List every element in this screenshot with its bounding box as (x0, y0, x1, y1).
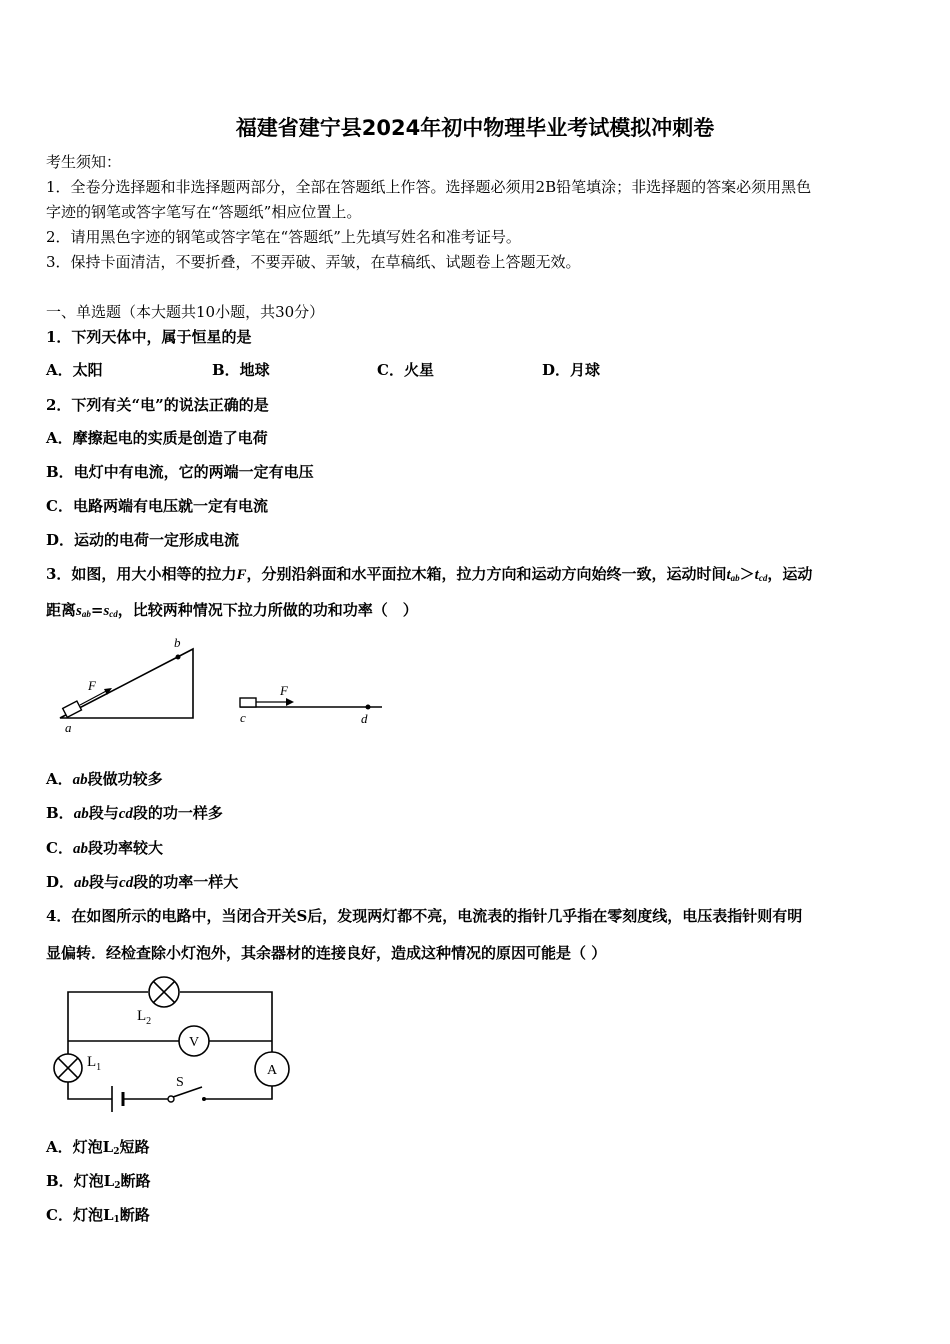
notice-item-1: 1．全卷分选择题和非选择题两部分，全部在答题纸上作答。选择题必须用2B铅笔填涂；非选择题的答案必须用黑色 (46, 178, 812, 196)
q3-option-a: A．ab段做功较多 (46, 770, 163, 788)
ammeter-label: A (266, 1063, 278, 1078)
voltmeter-label: V (188, 1035, 200, 1050)
q4-circuit-diagram (46, 974, 306, 1114)
label-S: S (176, 1075, 184, 1090)
lamp-L1-icon (54, 1054, 82, 1082)
circuit-wires (68, 992, 272, 1099)
q4-stem-line1: 4．在如图所示的电路中，当闭合开关S后，发现两灯都不亮，电流表的指针几乎指在零刻度线，电压表指针则有明 (46, 907, 803, 925)
horizontal-diagram (240, 683, 382, 726)
q2-option-c: C．电路两端有电压就一定有电流 (46, 497, 268, 515)
section-heading: 一、单选题（本大题共10小题，共30分） (46, 303, 325, 321)
q1-stem: 1．下列天体中，属于恒星的是 (46, 328, 252, 346)
lamp-L2-icon (149, 977, 179, 1007)
label-F-horizontal: F (280, 683, 288, 698)
q3-figure (50, 632, 390, 742)
label-L2: $L_2$ (137, 1008, 152, 1027)
q3-option-c: C．ab段功率较大 (46, 839, 163, 857)
label-F-incline: F (88, 678, 96, 693)
notice-item-2: 2．请用黑色字迹的钢笔或答字笔在“答题纸”上先填写姓名和准考证号。 (46, 228, 521, 246)
notice-item-1-cont: 字迹的钢笔或答字笔写在“答题纸”相应位置上。 (46, 203, 362, 221)
label-b: b (174, 635, 181, 650)
q2-stem: 2．下列有关“电”的说法正确的是 (46, 396, 269, 414)
label-a: a (65, 720, 72, 735)
exam-title: 福建省建宁县2024年初中物理毕业考试模拟冲刺卷 (235, 116, 715, 140)
point-d (366, 705, 371, 710)
q4-option-c: C．灯泡$L_1$断路 (46, 1206, 150, 1225)
battery-icon (112, 1086, 123, 1112)
incline-diagram (60, 635, 193, 735)
label-c: c (240, 710, 246, 725)
label-L1: $L_1$ (87, 1054, 102, 1073)
point-b (176, 655, 181, 660)
q1-option-c: C．火星 (377, 361, 434, 379)
q4-stem-line2: 显偏转．经检查除小灯泡外，其余器材的连接良好，造成这种情况的原因可能是（ ） (46, 944, 607, 962)
ammeter-icon (255, 1052, 289, 1086)
q2-option-d: D．运动的电荷一定形成电流 (46, 531, 240, 549)
q3-stem-line1: 3．如图，用大小相等的拉力F，分别沿斜面和水平面拉木箱，拉力方向和运动方向始终一致，运动时间$t_{ab}>t_{cd}$，运动 (46, 565, 813, 583)
voltmeter-icon (179, 1026, 209, 1056)
notice-item-3: 3．保持卡面清洁，不要折叠，不要弄破、弄皱，在草稿纸、试题卷上答题无效。 (46, 253, 581, 271)
q3-stem-line2: 距离$s_{ab}=s_{cd}$，比较两种情况下拉力所做的功和功率（ ） (46, 601, 418, 619)
force-arrowhead-horizontal (286, 698, 294, 706)
q4-option-b: B．灯泡$L_2$断路 (46, 1172, 151, 1191)
wooden-box-horizontal (240, 698, 256, 707)
notice-heading: 考生须知： (46, 153, 122, 171)
q2-option-b: B．电灯中有电流，它的两端一定有电压 (46, 463, 314, 481)
label-d: d (361, 711, 368, 726)
switch-S-icon (168, 1087, 206, 1102)
wooden-box-incline (63, 701, 82, 717)
q4-option-a: A．灯泡$L_2$短路 (46, 1138, 150, 1157)
q1-option-a: A．太阳 (46, 361, 103, 379)
q1-option-b: B．地球 (212, 361, 270, 379)
q3-option-b: B．ab段与cd段的功一样多 (46, 804, 223, 822)
q3-option-d: D．ab段与cd段的功率一样大 (46, 873, 239, 891)
q1-option-d: D．月球 (542, 361, 601, 379)
q2-option-a: A．摩擦起电的实质是创造了电荷 (46, 429, 268, 447)
